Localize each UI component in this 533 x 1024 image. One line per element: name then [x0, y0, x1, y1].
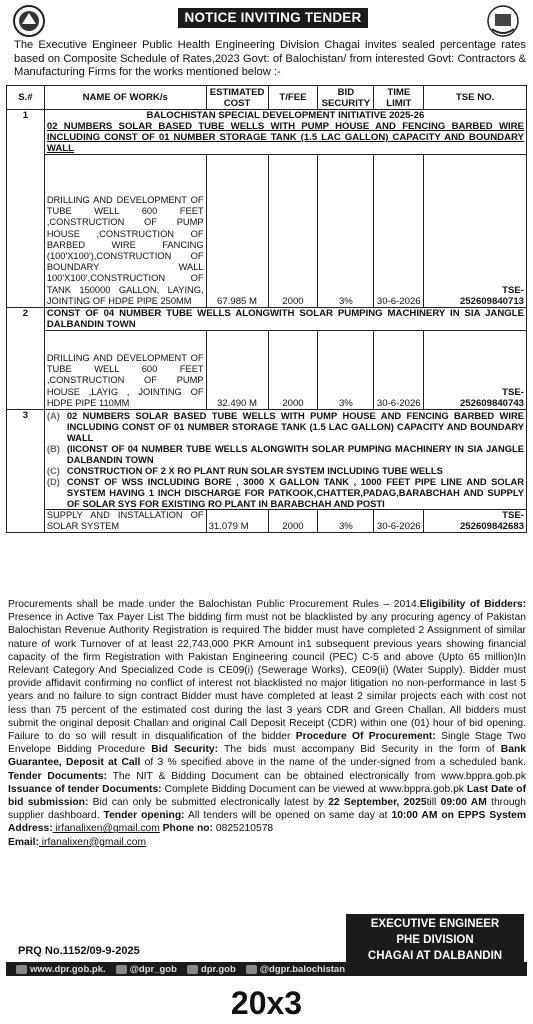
tender-fee: 2000 — [268, 331, 318, 410]
eligibility-text: Presence in Active Tax Payer List The bidding firm must not be blacklisted by any procuring agency of Pakistan Balochistan Revenue Authority Registration is required The bidder must have completed 2 Assignment of similar nature of work Turnover of at least 22,743,000 PKR Amount in1 subsequent previous years showing financial capacity of the firm Registration with Pakistan Engineering council (PEC) C-5 and above (Upto 65 million)In Relevant Category And Specialized Code is CE09(i) (Sewerage Works), CE09(ii) (Water Supply). Bidder must provide affidavit confirming no conflict of interest not blacklisted no major litigation no non-performance in last 5 years and no failure to sign contract Bidder must have completed at least 2 similar projects each with cost not less than 75 percent of the estimated cost during the last 3 years CDR and Green Challan. All bidders must submit the original deposit Challan and original Call Deposit Receipt (CDR) within one (01) hour of bid opening. Failure to do so will result in disqualification of the bidder — [8, 612, 526, 743]
work-title: 02 NUMBERS SOLAR BASED TUBE WELLS WITH PUMP HOUSE AND FENCING BARBED WIRE INCLUDING CONST OF 01 NUMBER STORAGE TANK (1.5 LAC GALLON) CAPACITY AND BOUNDARY WALL — [46, 121, 524, 154]
time-limit: 30-6-2026 — [374, 331, 424, 410]
subitem-text: CONST OF WSS INCLUDING BORE , 3000 X GALLON TANK , 1000 FEET PIPE LINE AND SOLAR SYSTEM HAVING 1 INCH DISCHARGE FOR PATKOOK,CHATTER,PADAG,BARABCHAH AND SUPPLY OF SOLAR SYS FOR EXISTING RO PLANT IN BARABCHAH AND POSTI — [66, 476, 524, 509]
tender-opening-text: All tenders will be opened on same day at — [184, 810, 392, 822]
estimated-cost: 31.079 M — [206, 510, 268, 533]
signature-line: CHAGAI AT DALBANDIN — [367, 950, 503, 962]
instagram-icon — [187, 965, 198, 974]
estimated-cost: 67.985 M — [206, 155, 268, 308]
list-item — [47, 410, 524, 443]
procurement-label: Procedure Of Procurement: — [295, 731, 436, 743]
bid-security-rest: of 3 % specified above in the name of the under-signed from a scheduled bank. — [140, 757, 526, 769]
tender-fee: 2000 — [268, 510, 318, 533]
works-table — [6, 85, 527, 533]
table-row — [7, 308, 527, 331]
eligibility-label: Eligibility of Bidders: — [419, 599, 526, 610]
time-limit: 30-6-2026 — [374, 155, 424, 308]
website-text: www.dpr.gob.pk. — [30, 963, 106, 975]
globe-icon — [16, 965, 27, 974]
signature-line: EXECUTIVE ENGINEER — [370, 918, 500, 930]
work-title-cell — [44, 110, 526, 155]
tse-number — [424, 155, 527, 308]
phone-label: Phone no: — [159, 823, 214, 835]
tse-value: 252609842683 — [459, 521, 524, 533]
column-header: BID SECURITY — [318, 86, 374, 110]
work-description: DRILLING AND DEVELOPMENT OF TUBE WELL 600 FEET ,CONSTRUCTION OF PUMP HOUSE ,CONSTRUCTION OF BARBED WIRE FANCING (100'X100'),CONSTRUCTION OF BOUNDARY WALL 100'X100',CONSTRUCTION OF TANK 150000 GALLON, LAYING, JOINTING OF HDPE PIPE 250MM — [44, 155, 206, 308]
subitem-letter: (C) — [46, 465, 60, 476]
tse-number — [424, 331, 527, 410]
work-description: SUPPLY AND INSTALLATION OF SOLAR SYSTEM — [44, 510, 206, 533]
page-title: NOTICE INVITING TENDER — [178, 8, 368, 28]
list-item — [47, 476, 524, 509]
column-header: ESTIMATED COST — [206, 86, 268, 110]
work-title: CONST OF 04 NUMBER TUBE WELLS ALONGWITH SOLAR PUMPING MACHINERY IN SIA JANGLE DALBANDIN TOWN — [46, 308, 524, 330]
prq-number: PRQ No.1152/09-9-2025 — [18, 945, 140, 957]
subitem-letter: (A) — [46, 410, 60, 421]
tse-value: 252609840713 — [459, 296, 524, 307]
last-date-till: till — [426, 797, 441, 809]
list-item — [47, 465, 524, 476]
serial-number: 1 — [7, 110, 45, 308]
work-description: DRILLING AND DEVELOPMENT OF TUBE WELL 600 FEET ,CONSTRUCTION OF PUMP HOUSE ,LAYIG , JOINTING OF HDPE PIPE 110MM — [44, 331, 206, 410]
list-item — [47, 443, 524, 465]
serial-number: 2 — [7, 308, 45, 410]
subitem-text: (IICONST OF 04 NUMBER TUBE WELLS ALONGWITH SOLAR PUMPING MACHINERY IN SIA JANGLE DALBANDIN TOWN — [66, 443, 524, 465]
tse-value: 252609840743 — [459, 398, 524, 409]
email-link[interactable]: irfanalixen@gmail.com — [38, 836, 147, 848]
rules-text: Procurements shall be made under the Balochistan Public Procurement Rules – 2014. — [8, 599, 420, 610]
last-date-rest: through supplier dashboard. — [8, 797, 527, 822]
last-date-value: 22 September, 2025 — [328, 797, 427, 809]
column-header: TSE NO. — [424, 86, 527, 110]
tse-label: TSE- — [502, 510, 524, 522]
last-date-label: Last Date of bid submission: — [8, 783, 526, 809]
table-row — [7, 410, 527, 510]
work-subitems-cell — [44, 410, 526, 510]
column-header: T/FEE — [268, 86, 318, 110]
terms-paragraph — [8, 598, 526, 849]
twitter-text: @dpr_gob — [129, 963, 177, 975]
bid-security-label: Bid Security: — [151, 744, 219, 756]
subitem-letter: (B) — [46, 443, 60, 454]
intro-paragraph: The Executive Engineer Public Health Engineering Division Chagai invites sealed percentage rates based on Composite Schedule of Rates,2023 Govt: of Balochistan/ from interested Govt: Contractors & Manufacturing Firms for the works mentioned below :- — [14, 39, 526, 78]
tender-documents-text: The NIT & Bidding Document can be obtained electronically from www.bppra.gob.pk — [106, 770, 526, 782]
last-date-text: Bid can only be submitted electronically latest by — [88, 797, 329, 809]
work-title-cell — [44, 308, 526, 331]
email-label: Email: — [8, 836, 39, 848]
issuance-label: Issuance of tender Documents: — [8, 783, 162, 795]
tender-opening-label: Tender opening: — [103, 810, 185, 822]
serial-number: 3 — [7, 410, 45, 533]
department-emblem-icon — [486, 4, 520, 38]
signature-block — [346, 914, 524, 966]
subitem-letter: (D) — [46, 476, 60, 487]
signature-line: PHE DIVISION — [396, 934, 474, 946]
tender-documents-label: Tender Documents: — [8, 770, 107, 782]
tse-label: TSE- — [502, 387, 524, 398]
header — [8, 4, 527, 42]
table-row — [7, 331, 527, 410]
footer-instagram[interactable] — [187, 964, 236, 975]
footer-facebook[interactable] — [246, 964, 345, 975]
government-emblem-icon — [12, 4, 46, 38]
bid-security: 3% — [318, 331, 374, 410]
time-limit: 30-6-2026 — [374, 510, 424, 533]
bid-security: 3% — [318, 510, 374, 533]
table-row — [7, 110, 527, 155]
bid-security: 3% — [318, 155, 374, 308]
bid-security-text: The bids must accompany Bid Security in the form of — [218, 744, 501, 756]
subitem-text: 02 NUMBERS SOLAR BASED TUBE WELLS WITH PUMP HOUSE AND FENCING BARBED WIRE INCLUDING CONST OF 01 NUMBER STORAGE TANK (1.5 LAC GALLON) CAPACITY AND BOUNDARY WALL — [66, 410, 524, 443]
instagram-text: dpr.gob — [200, 963, 236, 975]
tender-fee: 2000 — [268, 155, 318, 308]
footer-twitter[interactable] — [116, 964, 177, 975]
column-header: NAME OF WORK/s — [44, 86, 206, 110]
ad-size-label: 20x3 — [230, 985, 303, 1021]
twitter-icon — [116, 965, 127, 974]
table-row — [7, 155, 527, 308]
table-header-row — [7, 86, 527, 110]
last-time-value: 09:00 AM — [440, 797, 487, 809]
procurement-text: Single Stage Two Envelope Bidding Procedure — [8, 731, 527, 756]
tender-opening-time: 10:00 AM on EPPS System Address: — [8, 810, 527, 835]
bid-security-form: Bank Guarantee, Deposit at Call — [8, 744, 526, 769]
facebook-icon — [246, 965, 257, 974]
tse-number — [424, 510, 527, 533]
issuance-text: Complete Bidding Document can be viewed at www.bppra.gob.pk — [161, 783, 467, 795]
column-header: S.# — [7, 86, 45, 110]
footer-bar — [6, 962, 527, 976]
phone-number: 0825210578 — [213, 823, 274, 835]
column-header: TIME LIMIT — [374, 86, 424, 110]
tse-label: TSE- — [502, 285, 524, 296]
epps-email-link[interactable]: irfanalixen@gmail.com — [52, 823, 160, 835]
footer-website[interactable] — [16, 964, 106, 975]
table-row — [7, 510, 527, 533]
estimated-cost: 32.490 M — [206, 331, 268, 410]
facebook-text: @dgpr.balochistan — [259, 963, 346, 975]
section-heading: BALOCHISTAN SPECIAL DEVELOPMENT INITIATIVE 2025-26 — [146, 110, 425, 121]
subitem-text: CONSTRUCTION OF 2 X RO PLANT RUN SOLAR SYSTEM INCLUDING TUBE WELLS — [66, 465, 443, 476]
